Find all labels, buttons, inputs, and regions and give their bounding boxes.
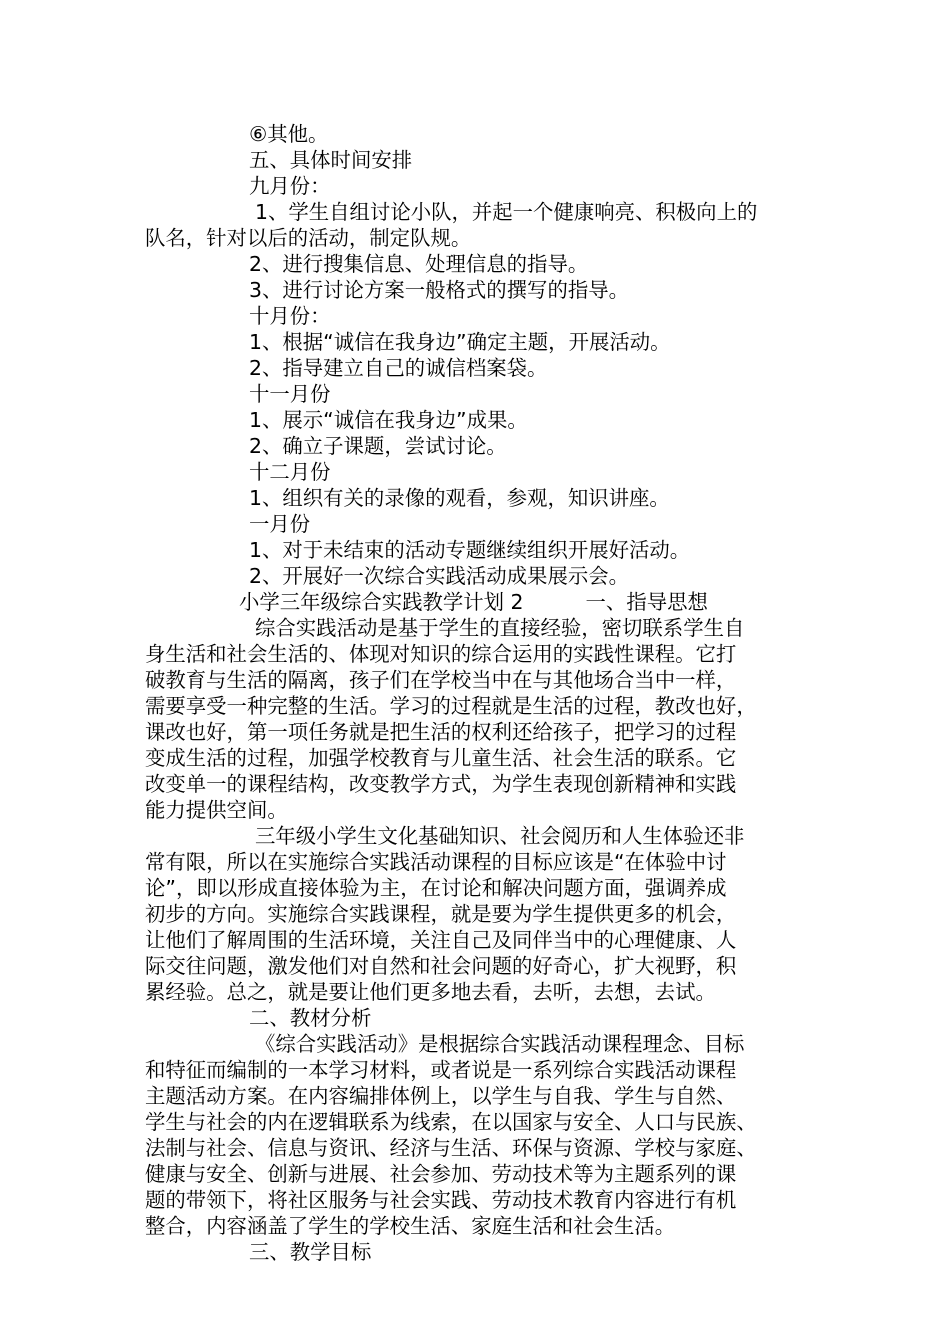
plan-title-row xyxy=(239,589,708,615)
text-line: ⑥其他。 xyxy=(249,122,329,146)
paragraph-line: 三年级小学生文化基础知识、社会阅历和人生体验还非 xyxy=(255,824,745,848)
paragraph-line: 法制与社会、信息与资讯、经济与生活、环保与资源、学校与家庭、 xyxy=(145,1136,757,1160)
text-line: 1、根据“诚信在我身边”确定主题，开展活动。 xyxy=(249,330,671,354)
paragraph-line: 需要享受一种完整的生活。学习的过程就是生活的过程，教改也好， xyxy=(145,694,757,718)
paragraph-line: 能力提供空间。 xyxy=(145,798,288,822)
month-heading: 九月份： xyxy=(249,174,331,198)
paragraph-line: 主题活动方案。在内容编排体例上，以学生与自我、学生与自然、 xyxy=(145,1084,737,1108)
text-line: 2、进行搜集信息、处理信息的指导。 xyxy=(249,252,589,276)
paragraph-line: 身生活和社会生活的、体现对知识的综合运用的实践性课程。它打 xyxy=(145,642,737,666)
plan-title: 小学三年级综合实践教学计划 2 xyxy=(239,590,524,614)
paragraph-line: 破教育与生活的隔离，孩子们在学校当中在与其他场合当中一样， xyxy=(145,668,737,692)
text-line: 2、开展好一次综合实践活动成果展示会。 xyxy=(249,564,630,588)
text-line: 1、对于未结束的活动专题继续组织开展好活动。 xyxy=(249,538,691,562)
section-heading: 一、指导思想 xyxy=(585,590,708,614)
section-heading: 二、教材分析 xyxy=(249,1006,372,1030)
paragraph-line: 课改也好，第一项任务就是把生活的权利还给孩子，把学习的过程 xyxy=(145,720,737,744)
paragraph-line: 《综合实践活动》是根据综合实践活动课程理念、目标 xyxy=(255,1032,745,1056)
paragraph-line: 际交往问题，激发他们对自然和社会问题的好奇心，扩大视野，积 xyxy=(145,954,737,978)
month-heading: 十一月份 xyxy=(249,382,331,406)
month-heading: 十二月份 xyxy=(249,460,331,484)
paragraph-line: 综合实践活动是基于学生的直接经验，密切联系学生自 xyxy=(255,616,745,640)
section-heading: 五、具体时间安排 xyxy=(249,148,413,172)
paragraph-line: 让他们了解周围的生活环境，关注自己及同伴当中的心理健康、人 xyxy=(145,928,737,952)
text-line: 1、组织有关的录像的观看，参观，知识讲座。 xyxy=(249,486,670,510)
paragraph-line: 健康与安全、创新与进展、社会参加、劳动技术等为主题系列的课 xyxy=(145,1162,737,1186)
paragraph-line: 改变单一的课程结构，改变教学方式，为学生表现创新精神和实践 xyxy=(145,772,737,796)
paragraph-line: 论”，即以形成直接体验为主，在讨论和解决问题方面，强调养成 xyxy=(145,876,727,900)
month-heading: 一月份 xyxy=(249,512,311,536)
month-heading: 十月份： xyxy=(249,304,331,328)
paragraph-line: 变成生活的过程，加强学校教育与儿童生活、社会生活的联系。它 xyxy=(145,746,737,770)
text-line: 2、确立子课题，尝试讨论。 xyxy=(249,434,507,458)
section-heading: 三、教学目标 xyxy=(249,1240,372,1264)
text-line: 1、学生自组讨论小队，并起一个健康响亮、积极向上的 xyxy=(255,200,758,224)
paragraph-line: 初步的方向。实施综合实践课程，就是要为学生提供更多的机会， xyxy=(145,902,737,926)
text-line: 3、进行讨论方案一般格式的撰写的指导。 xyxy=(249,278,630,302)
paragraph-line: 题的带领下，将社区服务与社会实践、劳动技术教育内容进行有机 xyxy=(145,1188,737,1212)
paragraph-line: 和特征而编制的一本学习材料，或者说是一系列综合实践活动课程 xyxy=(145,1058,737,1082)
paragraph-line: 累经验。总之，就是要让他们更多地去看，去听，去想，去试。 xyxy=(145,980,716,1004)
paragraph-line: 学生与社会的内在逻辑联系为线索，在以国家与安全、人口与民族、 xyxy=(145,1110,757,1134)
text-line: 2、指导建立自己的诚信档案袋。 xyxy=(249,356,548,380)
text-line: 队名，针对以后的活动，制定队规。 xyxy=(145,226,472,250)
paragraph-line: 整合，内容涵盖了学生的学校生活、家庭生活和社会生活。 xyxy=(145,1214,676,1238)
paragraph-line: 常有限，所以在实施综合实践活动课程的目标应该是“在体验中讨 xyxy=(145,850,727,874)
text-line: 1、展示“诚信在我身边”成果。 xyxy=(249,408,528,432)
